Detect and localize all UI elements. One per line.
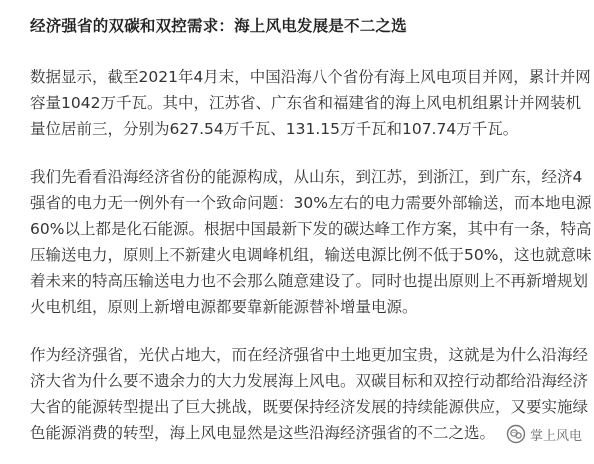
article-heading: 经济强省的双碳和双控需求：海上风电发展是不二之选 [30,17,407,35]
paragraph-line: 60%以上都是化石能源。根据中国最新下发的碳达峰工作方案，其中有一条，特高 [30,220,592,238]
paragraph-line: 强省的电力无一例外有一个致命问题：30%左右的电力需要外部输送，而本地电源 [30,194,592,212]
paragraph-line: 色能源消费的转型，海上风电显然是这些沿海经济强省的不二之选。 [30,424,496,442]
paragraph-line: 火电机组，原则上新增电源都要靠新能源替补增量电源。 [30,298,418,316]
watermark-text: 掌上风电 [529,428,582,444]
paragraph-line: 大省的能源转型提出了巨大挑战，既要保持经济发展的持续能源供应，又要实施绿 [30,398,589,416]
paragraph-line: 压输送电力，原则上不新建火电调峰机组，输送电源比例不低于50%，这也就意味 [30,246,592,264]
source-watermark [504,422,586,446]
paragraph-line: 量位居前三，分别为627.54万千瓦、131.15万千瓦和107.74万千瓦。 [30,120,519,138]
wechat-official-account-icon [506,424,526,444]
paragraph-2 [30,164,591,320]
paragraph-line: 容量1042万千瓦。其中，江苏省、广东省和福建省的海上风电机组累计并网装机 [30,94,581,112]
paragraph-line: 作为经济强省，光伏占地大，而在经济强省中土地更加宝贵，这就是为什么沿海经 [30,346,589,364]
paragraph-line: 我们先看看沿海经济省份的能源构成，从山东，到江苏，到浙江，到广东，经济4 [30,168,583,186]
paragraph-line: 数据显示，截至2021年4月末，中国沿海八个省份有海上风电项目并网，累计并网 [30,68,591,86]
paragraph-line: 济大省为什么要不遗余力的大力发展海上风电。双碳目标和双控行动都给沿海经济 [30,372,589,390]
paragraph-line: 着未来的特高压输送电力也不会那么随意建设了。同时也提出原则上不再新增规划 [30,272,589,290]
paragraph-1 [30,64,591,142]
